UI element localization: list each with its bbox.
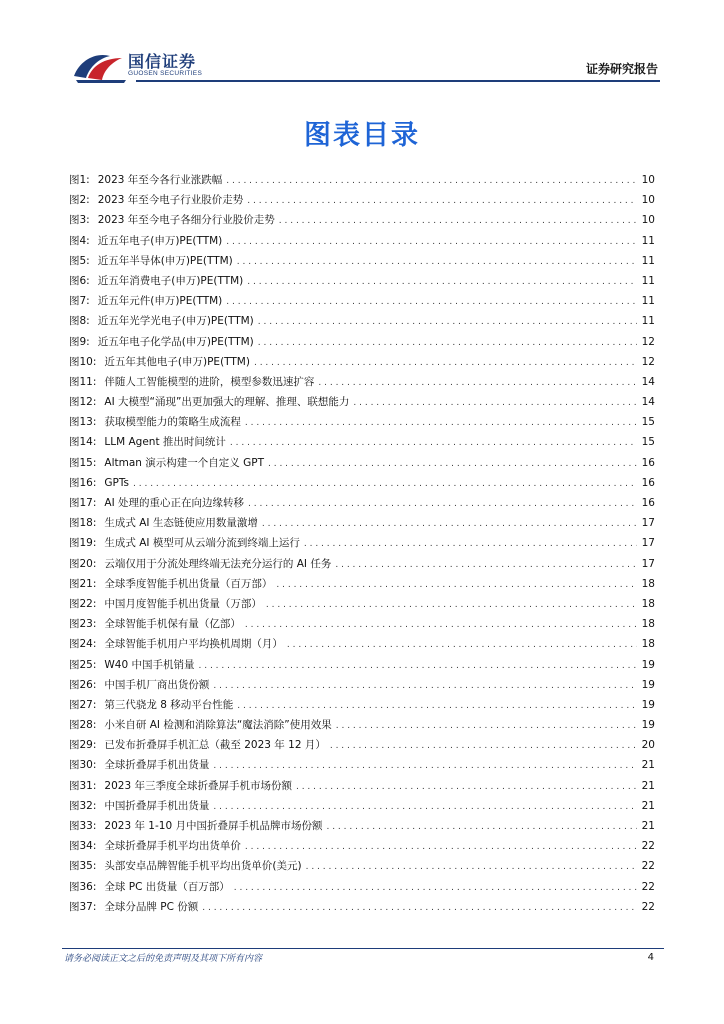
toc-figure-label: 图21: <box>69 577 97 590</box>
toc-page-number: 18 <box>641 597 655 610</box>
toc-entry[interactable] <box>69 332 655 352</box>
toc-entry[interactable] <box>69 897 655 917</box>
toc-entry[interactable] <box>69 190 655 210</box>
toc-page-number: 17 <box>641 557 655 570</box>
toc-figure-title: 伴随人工智能模型的进阶，模型参数迅速扩容 <box>104 375 315 388</box>
toc-entry[interactable] <box>69 776 655 796</box>
toc-page-number: 15 <box>641 436 655 449</box>
toc-page-number: 16 <box>641 476 655 489</box>
toc-page-number: 17 <box>641 517 655 530</box>
toc-entry[interactable] <box>69 352 655 372</box>
toc-entry[interactable] <box>69 251 655 271</box>
toc-page-number: 10 <box>641 174 655 186</box>
toc-entry[interactable] <box>69 453 655 473</box>
toc-leader-dots <box>248 494 637 514</box>
toc-leader-dots <box>330 736 637 756</box>
toc-leader-dots <box>237 696 637 716</box>
toc-figure-label: 图16: <box>69 476 97 489</box>
toc-figure-title: 近五年元件(申万)PE(TTM) <box>97 295 223 308</box>
toc-figure-title: 已发布折叠屏手机汇总（截至 2023 年 12 月） <box>104 739 326 752</box>
toc-figure-title: 中国月度智能手机出货量（万部） <box>104 597 262 610</box>
toc-figure-title: 全球智能手机保有量（亿部） <box>104 618 241 631</box>
toc-entry[interactable] <box>69 493 655 513</box>
footer-divider <box>62 948 664 949</box>
toc-figure-label: 图36: <box>69 880 97 893</box>
toc-figure-title: 2023 年至今各行业涨跌幅 <box>97 174 223 186</box>
toc-figure-title: 全球季度智能手机出货量（百万部） <box>104 577 273 590</box>
toc-figure-label: 图9: <box>69 335 90 348</box>
toc-entry[interactable] <box>69 755 655 775</box>
toc-figure-title: 全球分品牌 PC 份额 <box>104 900 199 913</box>
toc-figure-label: 图20: <box>69 557 97 570</box>
toc-page-number: 22 <box>641 840 655 853</box>
toc-page-number: 11 <box>641 254 655 267</box>
toc-figure-title: 近五年电子化学品(申万)PE(TTM) <box>97 335 254 348</box>
toc-figure-title: 近五年半导体(申万)PE(TTM) <box>97 254 233 267</box>
toc-figure-label: 图10: <box>69 355 97 368</box>
toc-leader-dots <box>254 353 637 373</box>
disclaimer-note: 请务必阅读正文之后的免责声明及其项下所有内容 <box>64 954 263 964</box>
toc-figure-label: 图24: <box>69 638 97 651</box>
toc-figure-title: 2023 年至今电子行业股价走势 <box>97 194 244 207</box>
toc-leader-dots <box>247 191 637 211</box>
toc-leader-dots <box>318 373 637 393</box>
toc-figure-label: 图29: <box>69 739 97 752</box>
toc-leader-dots <box>226 292 637 312</box>
toc-page-number: 16 <box>641 497 655 509</box>
toc-leader-dots <box>213 797 637 817</box>
toc-entry[interactable] <box>69 231 655 251</box>
toc-figure-label: 图14: <box>69 436 97 449</box>
brand-name: 国信证券 <box>128 52 197 71</box>
toc-page-number: 21 <box>641 779 655 792</box>
toc-figure-label: 图11: <box>69 375 97 388</box>
toc-page-number: 11 <box>641 234 655 247</box>
toc-figure-label: 图2: <box>69 194 90 207</box>
toc-leader-dots <box>237 252 637 272</box>
toc-entry[interactable] <box>69 675 655 695</box>
toc-page-number: 16 <box>641 456 655 469</box>
toc-figure-title: AI 处理的重心正在向边缘转移 <box>104 497 245 509</box>
toc-figure-title: 生成式 AI 模型可从云端分流到终端上运行 <box>104 537 300 550</box>
toc-page-number: 17 <box>641 537 655 550</box>
toc-figure-label: 图6: <box>69 274 90 287</box>
toc-figure-label: 图32: <box>69 799 97 812</box>
toc-leader-dots <box>353 393 637 413</box>
toc-figure-label: 图8: <box>69 315 90 328</box>
toc-figure-label: 图25: <box>69 658 97 671</box>
toc-entry[interactable] <box>69 735 655 755</box>
toc-page-number: 21 <box>641 759 655 772</box>
toc-entry[interactable] <box>69 533 655 553</box>
toc-figure-label: 图18: <box>69 517 97 530</box>
toc-page-number: 22 <box>641 880 655 893</box>
toc-entry[interactable] <box>69 836 655 856</box>
toc-entry[interactable] <box>69 432 655 452</box>
page-number: 4 <box>647 952 654 963</box>
toc-figure-label: 图4: <box>69 234 90 247</box>
toc-leader-dots <box>199 656 638 676</box>
toc-figure-title: 获取模型能力的策略生成流程 <box>104 416 241 429</box>
toc-leader-dots <box>245 837 637 857</box>
toc-figure-title: 全球 PC 出货量（百万部） <box>104 880 230 893</box>
toc-figure-label: 图23: <box>69 618 97 631</box>
toc-leader-dots <box>296 777 637 797</box>
toc-page-number: 18 <box>641 577 655 590</box>
toc-figure-label: 图28: <box>69 719 97 732</box>
toc-page-number: 19 <box>641 719 655 732</box>
toc-entry[interactable] <box>69 291 655 311</box>
toc-page-number: 11 <box>641 315 655 328</box>
toc-leader-dots <box>276 575 637 595</box>
toc-figure-title: 2023 年 1-10 月中国折叠屏手机品牌市场份额 <box>104 820 323 832</box>
toc-entry[interactable] <box>69 311 655 331</box>
toc-figure-label: 图12: <box>69 396 97 409</box>
toc-page-number: 21 <box>641 820 655 832</box>
toc-page-number: 18 <box>641 638 655 651</box>
toc-entry[interactable] <box>69 655 655 675</box>
toc-entry[interactable] <box>69 877 655 897</box>
toc-leader-dots <box>268 454 637 474</box>
toc-figure-title: 中国折叠屏手机出货量 <box>104 799 210 812</box>
toc-leader-dots <box>133 474 637 494</box>
toc-figure-title: 2023 年三季度全球折叠屏手机市场份额 <box>104 779 292 792</box>
toc-figure-label: 图31: <box>69 779 97 792</box>
toc-leader-dots <box>213 676 637 696</box>
toc-figure-title: 全球智能手机用户平均换机周期（月） <box>104 638 283 651</box>
toc-page-number: 12 <box>641 335 655 348</box>
toc-page-number: 19 <box>641 698 655 711</box>
toc-figure-title: 近五年光学光电子(申万)PE(TTM) <box>97 315 254 328</box>
toc-leader-dots <box>287 635 637 655</box>
toc-figure-label: 图22: <box>69 597 97 610</box>
toc-figure-title: Altman 演示构建一个自定义 GPT <box>104 456 264 469</box>
toc-leader-dots <box>266 595 637 615</box>
toc-entry[interactable] <box>69 412 655 432</box>
header-divider <box>136 80 660 82</box>
toc-entry[interactable] <box>69 392 655 412</box>
toc-figure-title: 云端仅用于分流处理终端无法充分运行的 AI 任务 <box>104 557 332 570</box>
toc-figure-label: 图27: <box>69 698 97 711</box>
toc-figure-title: 第三代骁龙 8 移动平台性能 <box>104 698 234 711</box>
toc-figure-label: 图34: <box>69 840 97 853</box>
toc-figure-title: W40 中国手机销量 <box>104 658 195 671</box>
report-type-label: 证券研究报告 <box>585 62 658 76</box>
toc-entry[interactable] <box>69 715 655 735</box>
brand-name-english: GUOSEN SECURITIES <box>128 70 203 77</box>
toc-figure-label: 图33: <box>69 820 97 832</box>
toc-leader-dots <box>304 534 637 554</box>
toc-entry[interactable] <box>69 513 655 533</box>
toc-entry[interactable] <box>69 614 655 634</box>
toc-entry[interactable] <box>69 554 655 574</box>
toc-figure-title: 头部安卓品牌智能手机平均出货单价(美元) <box>104 860 302 873</box>
toc-leader-dots <box>306 857 637 877</box>
toc-leader-dots <box>258 333 637 353</box>
page-title: 图表目录 <box>304 120 420 151</box>
toc-figure-label: 图3: <box>69 214 90 227</box>
toc-figure-label: 图1: <box>69 174 90 186</box>
toc-entry[interactable] <box>69 372 655 392</box>
toc-figure-title: 全球折叠屏手机平均出货单价 <box>104 840 241 853</box>
toc-entry[interactable] <box>69 170 655 190</box>
toc-leader-dots <box>279 211 637 231</box>
toc-figure-label: 图7: <box>69 295 90 308</box>
toc-page-number: 19 <box>641 678 655 691</box>
toc-page-number: 14 <box>641 396 655 409</box>
toc-figure-title: 小米自研 AI 检测和消除算法“魔法消除”使用效果 <box>104 719 332 732</box>
toc-entry[interactable] <box>69 271 655 291</box>
toc-figure-title: 中国手机厂商出货份额 <box>104 678 210 691</box>
toc-leader-dots <box>247 272 637 292</box>
toc-figure-label: 图26: <box>69 678 97 691</box>
toc-figure-title: 生成式 AI 生态链使应用数量激增 <box>104 517 258 530</box>
toc-leader-dots <box>336 716 637 736</box>
toc-figure-title: 近五年其他电子(申万)PE(TTM) <box>104 355 250 368</box>
toc-entry[interactable] <box>69 594 655 614</box>
table-of-figures <box>69 170 655 917</box>
toc-entry[interactable] <box>69 796 655 816</box>
toc-leader-dots <box>234 878 637 898</box>
toc-page-number: 12 <box>641 355 655 368</box>
toc-figure-title: 2023 年至今电子各细分行业股价走势 <box>97 214 275 227</box>
guosen-logo-icon <box>70 46 130 86</box>
toc-entry[interactable] <box>69 856 655 876</box>
toc-figure-label: 图37: <box>69 900 97 913</box>
toc-leader-dots <box>202 898 637 918</box>
toc-page-number: 15 <box>641 416 655 429</box>
toc-leader-dots <box>335 555 637 575</box>
toc-leader-dots <box>230 433 637 453</box>
toc-entry[interactable] <box>69 210 655 230</box>
toc-page-number: 14 <box>641 375 655 388</box>
toc-figure-title: 近五年消费电子(申万)PE(TTM) <box>97 274 244 287</box>
toc-entry[interactable] <box>69 695 655 715</box>
toc-figure-label: 图35: <box>69 860 97 873</box>
toc-page-number: 20 <box>641 739 655 752</box>
page-header <box>0 0 724 90</box>
toc-figure-label: 图17: <box>69 497 97 509</box>
toc-figure-label: 图13: <box>69 416 97 429</box>
toc-leader-dots <box>245 615 637 635</box>
toc-entry[interactable] <box>69 816 655 836</box>
toc-leader-dots <box>258 312 637 332</box>
toc-leader-dots <box>226 232 637 252</box>
toc-page-number: 22 <box>641 860 655 873</box>
toc-page-number: 18 <box>641 618 655 631</box>
toc-figure-title: AI 大模型“涌现”出更加强大的理解、推理、联想能力 <box>104 396 350 409</box>
toc-figure-label: 图19: <box>69 537 97 550</box>
toc-leader-dots <box>226 171 637 191</box>
toc-leader-dots <box>326 817 637 837</box>
toc-leader-dots <box>262 514 637 534</box>
toc-leader-dots <box>245 413 637 433</box>
toc-page-number: 10 <box>641 214 655 227</box>
toc-figure-label: 图30: <box>69 759 97 772</box>
toc-figure-title: 全球折叠屏手机出货量 <box>104 759 210 772</box>
toc-figure-title: LLM Agent 推出时间统计 <box>104 436 226 449</box>
toc-entry[interactable] <box>69 634 655 654</box>
toc-figure-label: 图15: <box>69 456 97 469</box>
toc-figure-title: 近五年电子(申万)PE(TTM) <box>97 234 223 247</box>
toc-leader-dots <box>213 756 637 776</box>
toc-page-number: 11 <box>641 274 655 287</box>
toc-figure-label: 图5: <box>69 254 90 267</box>
toc-entry[interactable] <box>69 574 655 594</box>
toc-figure-title: GPTs <box>104 476 130 489</box>
toc-page-number: 19 <box>641 658 655 671</box>
toc-page-number: 10 <box>641 194 655 207</box>
toc-entry[interactable] <box>69 473 655 493</box>
toc-page-number: 11 <box>641 295 655 308</box>
toc-page-number: 21 <box>641 799 655 812</box>
toc-page-number: 22 <box>641 900 655 913</box>
